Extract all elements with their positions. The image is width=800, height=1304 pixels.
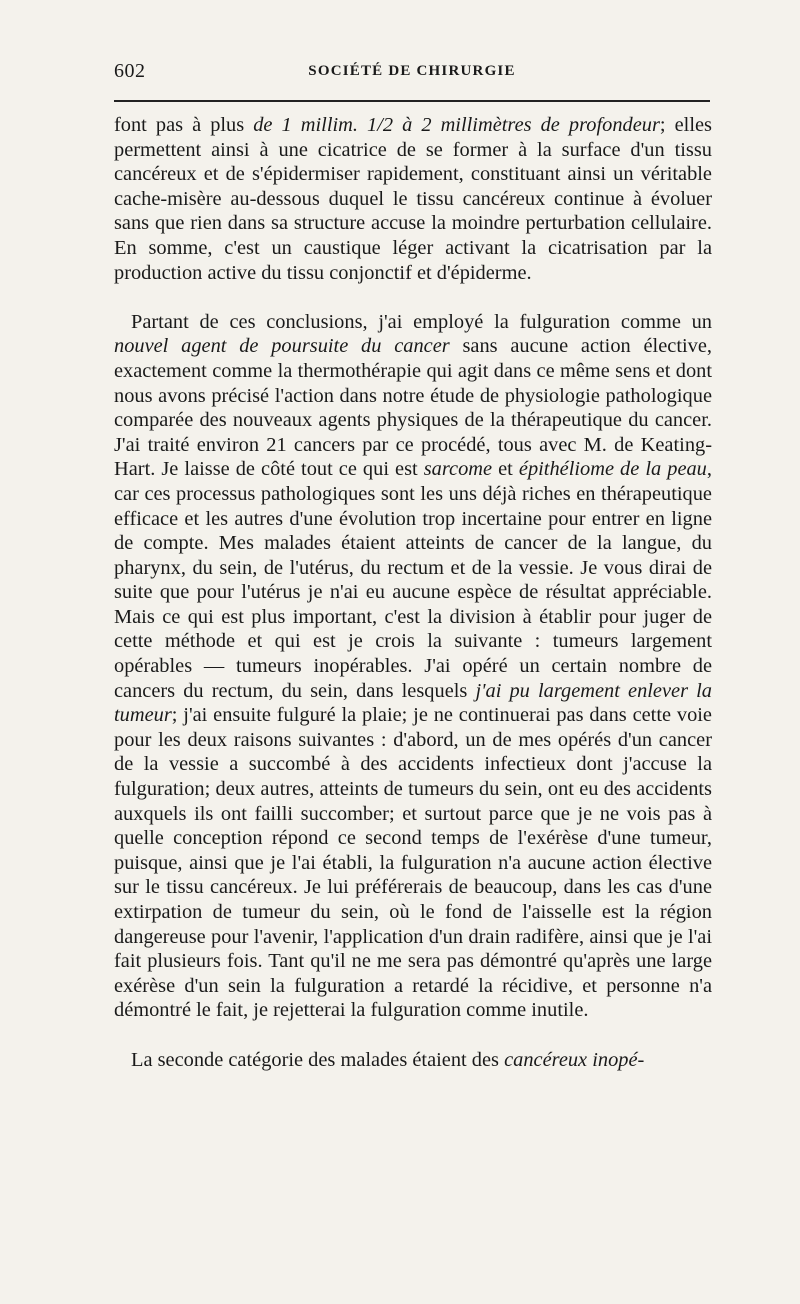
page-header [114,58,710,88]
paragraph [114,1048,712,1073]
paragraph [114,310,712,1023]
text-run: et [492,458,519,481]
header-rule [114,100,710,102]
text-run: , car ces processus pathologiques sont les uns déjà riches en thérapeutique efficace et les autres d'une évolution trop incertaine pour entrer en ligne de compte. Mes malades étaient atteints de cancer de la langue, du pharynx, du sein, de l'utérus, du rectum et de la vessie. Je vous dirai de suite que pour l'utérus je n'ai eu aucune espèce de résultat appréciable. Mais ce qui est plus important, c'est la division à établir pour juger de cette méthode et qui est je crois la suivante : tumeurs largement opérables — tumeurs inopérables. J'ai opéré un certain nombre de cancers du rectum, du sein, dans lesquels [114,458,712,702]
italic-text: cancéreux inopé- [504,1048,645,1071]
text-run: La seconde catégorie des malades étaient des [131,1048,505,1071]
italic-text: épithéliome de la peau [518,458,707,481]
text-run: ; elles permettent ainsi à une cicatrice de se former à la surface d'un tissu cancéreux et de s'épidermiser rapidement, constituant ainsi un véritable cache-misère au-dessous duquel le tissu cancéreux continue à évoluer sans que rien dans sa structure accuse la moindre perturbation cellulaire. En somme, c'est un caustique léger activant la cicatrisation par la production active du tissu conjonctif et d'épiderme. [114,114,712,284]
text-run: Partant de ces conclusions, j'ai employé la fulguration comme un [131,310,712,333]
italic-text: nouvel agent de poursuite du cancer [114,335,450,358]
italic-text: j'ai pu largement enlever la tumeur [114,679,712,727]
paragraph [114,113,712,285]
text-run: sans aucune action élective, exactement comme la thermothérapie qui agit dans ce même sens et dont nous avons précisé l'action dans notre étude de physiologie pathologique comparée des nouveaux agents physiques de la thérapeutique du cancer. J'ai traité environ 21 cancers par ce procédé, tous avec M. de Keating-Hart. Je laisse de côté tout ce qui est [114,335,712,481]
page-number: 602 [114,60,146,82]
italic-text: de 1 millim. 1/2 à 2 millimètres de profondeur [253,114,660,136]
text-run: font pas à plus [114,114,254,136]
running-head: SOCIÉTÉ DE CHIRURGIE [308,63,516,79]
body-text [114,113,712,1072]
text-run: ; j'ai ensuite fulguré la plaie; je ne continuerai pas dans cette voie pour les deux raisons suivantes : d'abord, un de mes opérés d'un cancer de la vessie a succombé à des accidents infectieux dont j'accuse la fulguration; deux autres, atteints de tumeurs du sein, ont eu des accidents auxquels ils ont failli succomber; et surtout parce que je ne vois pas à quelle conception répond ce second temps de l'exérèse d'une tumeur, puisque, ainsi que je l'ai établi, la fulguration n'a aucune action élective sur le tissu cancéreux. Je lui préférerais de beaucoup, dans les cas d'une extirpation de tumeur du sein, où le fond de l'aisselle est la région dangereuse pour l'avenir, l'application d'un drain radifère, ainsi que je l'ai fait plusieurs fois. Tant qu'il ne me sera pas démontré qu'après une large exérèse d'un sein la fulguration a retardé la récidive, et personne n'a démontré le fait, je rejetterai la fulguration comme inutile. [114,704,712,1022]
italic-text: sarcome [423,458,493,481]
